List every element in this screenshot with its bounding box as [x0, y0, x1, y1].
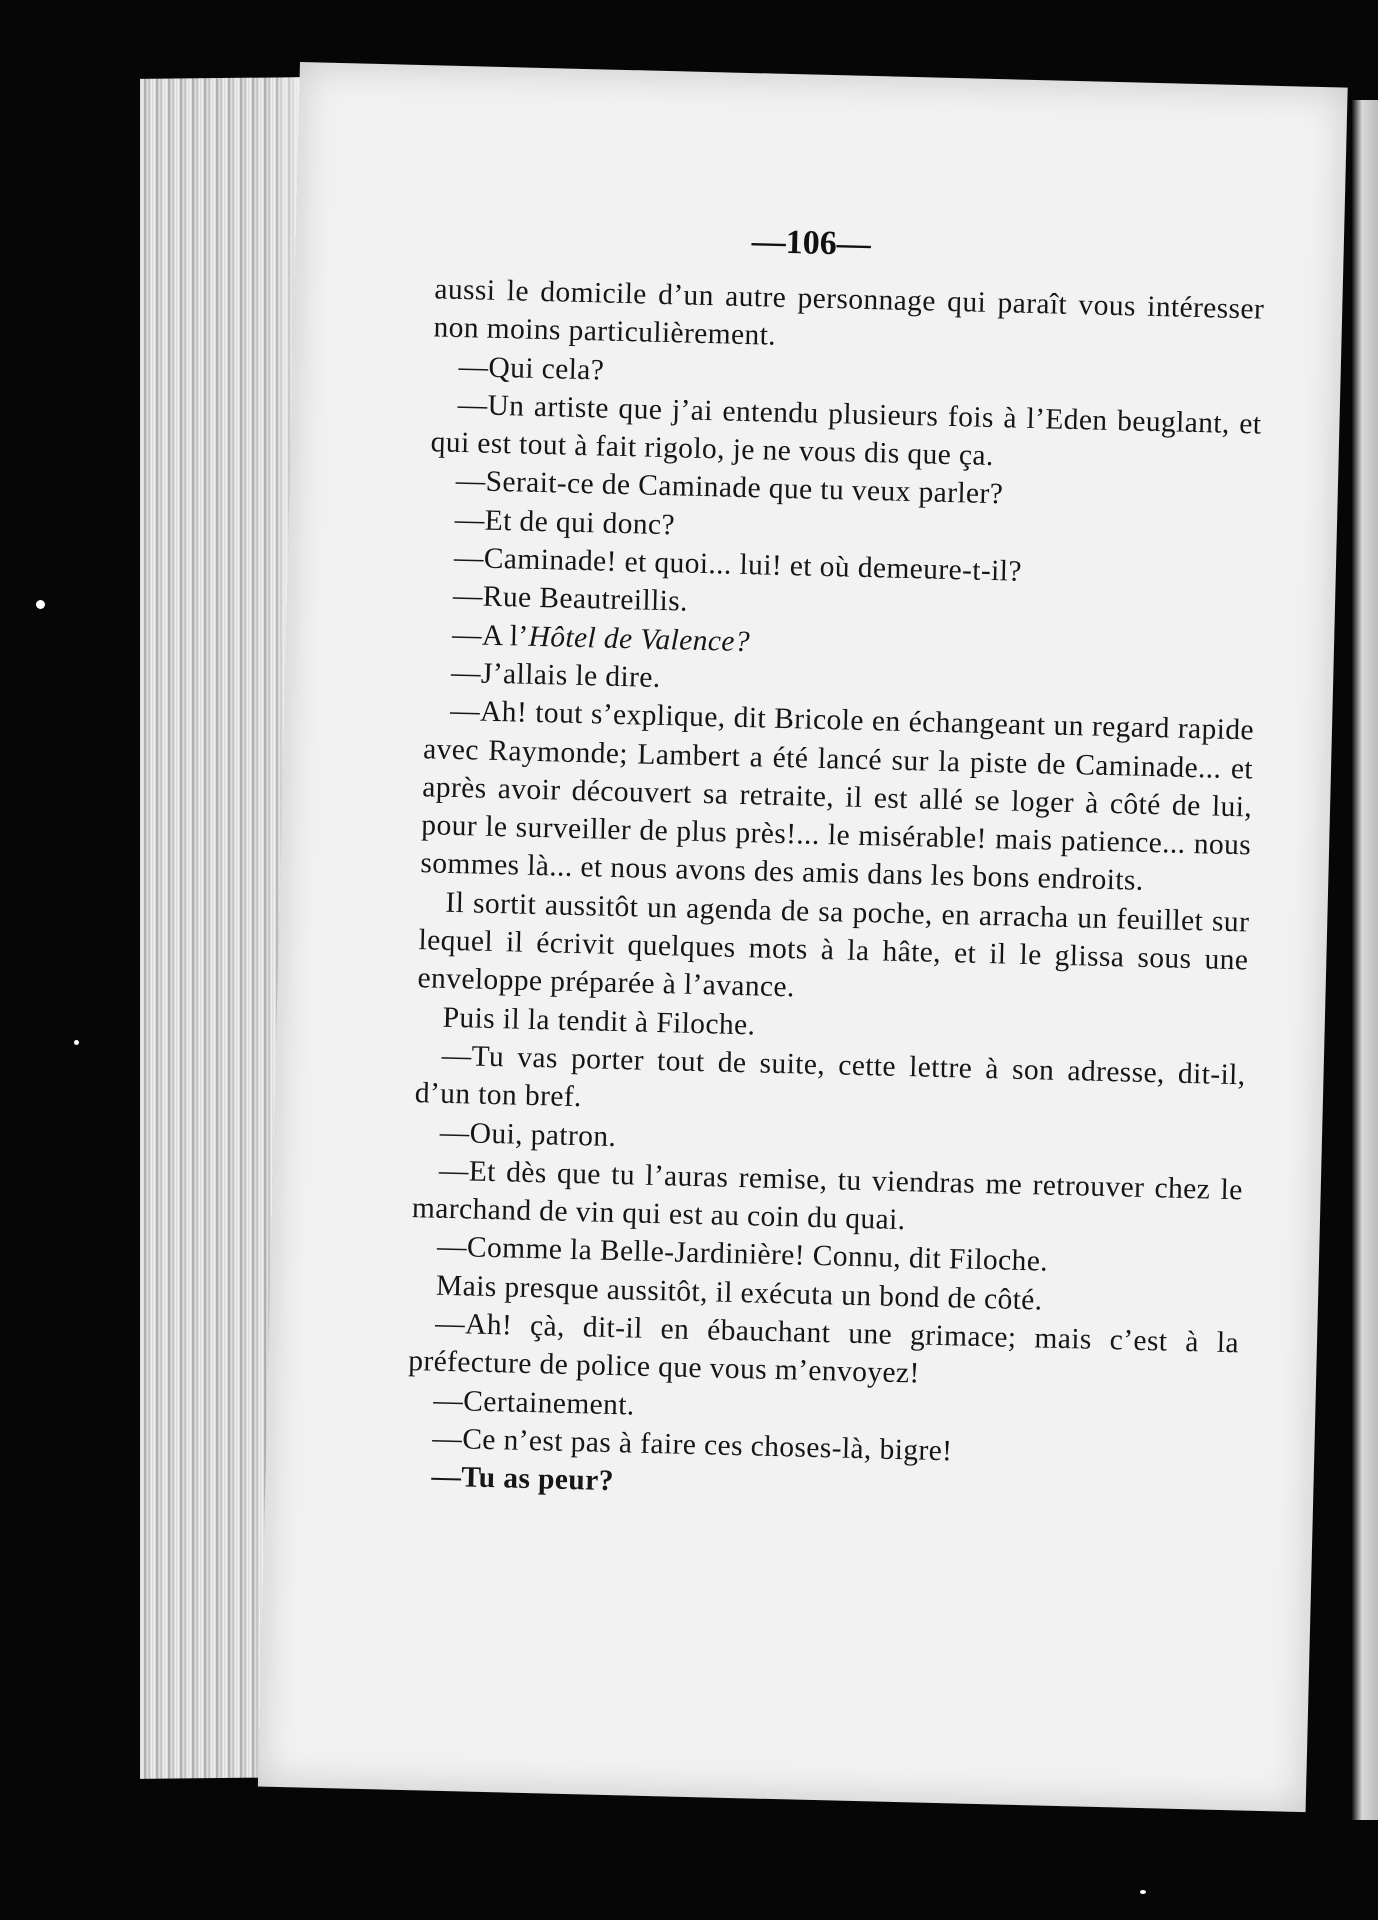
paragraph: Puis il la tendit à Filoche.: [442, 1001, 756, 1042]
paragraph: —Serait-ce de Caminade que tu veux parler?: [455, 465, 1004, 511]
hotel-name: Hôtel de Valence?: [528, 620, 751, 658]
scan-speck: [36, 600, 45, 609]
paragraph: —Caminade! et quoi... lui! et où demeure-t-il?: [453, 541, 1023, 588]
paragraph: —Tu as peur?: [431, 1460, 615, 1498]
paragraph: —Et de qui donc?: [454, 503, 676, 542]
paragraph: —Un artiste que j’ai entendu plusieurs fois à l’Eden beuglant, et qui est tout à fait rigolo, je ne vous dis que ça.: [430, 388, 1262, 473]
book-page: [258, 62, 1348, 1812]
scan-speck: [1140, 1890, 1146, 1894]
paragraph: —Ah! tout s’explique, dit Bricole en échangeant un regard rapide avec Raymonde; Lambert a été lancé sur la piste de Caminade... et après avoir découvert sa retraite, il est allé se loger à côté de lui, pour le surveiller de plus près!... le misérable! mais patience... nous sommes là... et nous avons des amis dans les bons endroits.: [420, 695, 1255, 898]
paragraph: —Oui, patron.: [439, 1116, 617, 1153]
paragraph: —J’allais le dire.: [450, 656, 661, 694]
paragraph: —Ah! çà, dit-il en ébauchant une grimace; mais c’est à la préfecture de police que vous m’envoyez!: [407, 1307, 1240, 1390]
paragraph: aussi le domicile d’un autre personnage qui paraît vous intéresser non moins particulièrement.: [433, 273, 1265, 353]
scan-speck: [74, 1040, 79, 1045]
paragraph: —Certainement.: [432, 1384, 636, 1422]
paragraph: —Et dès que tu l’auras remise, tu viendras me retrouver chez le marchand de vin qui est au coin du quai.: [411, 1154, 1244, 1237]
paragraph-prefix: —A l’: [451, 618, 530, 653]
facing-page-edge: [1352, 100, 1378, 1820]
paragraph: —Qui cela?: [458, 350, 605, 387]
paragraph: Il sortit aussitôt un agenda de sa poche, en arracha un feuillet sur lequel il écrivit quelques mots à la hâte, et il le glissa sous une enveloppe préparée à l’avance.: [417, 886, 1250, 1004]
paragraph: —Rue Beautreillis.: [452, 580, 689, 619]
paragraph: —Comme la Belle-Jardinière! Connu, dit Filoche.: [436, 1231, 1049, 1279]
page-number: —106—: [751, 223, 872, 263]
body-text: [405, 270, 1265, 1515]
paragraph: —Tu vas porter tout de suite, cette lettre à son adresse, dit-il, d’un ton bref.: [414, 1039, 1246, 1114]
paragraph: —Ce n’est pas à faire ces choses-là, bigre!: [432, 1422, 953, 1468]
paragraph: Mais presque aussitôt, il exécuta un bond de côté.: [435, 1269, 1043, 1317]
